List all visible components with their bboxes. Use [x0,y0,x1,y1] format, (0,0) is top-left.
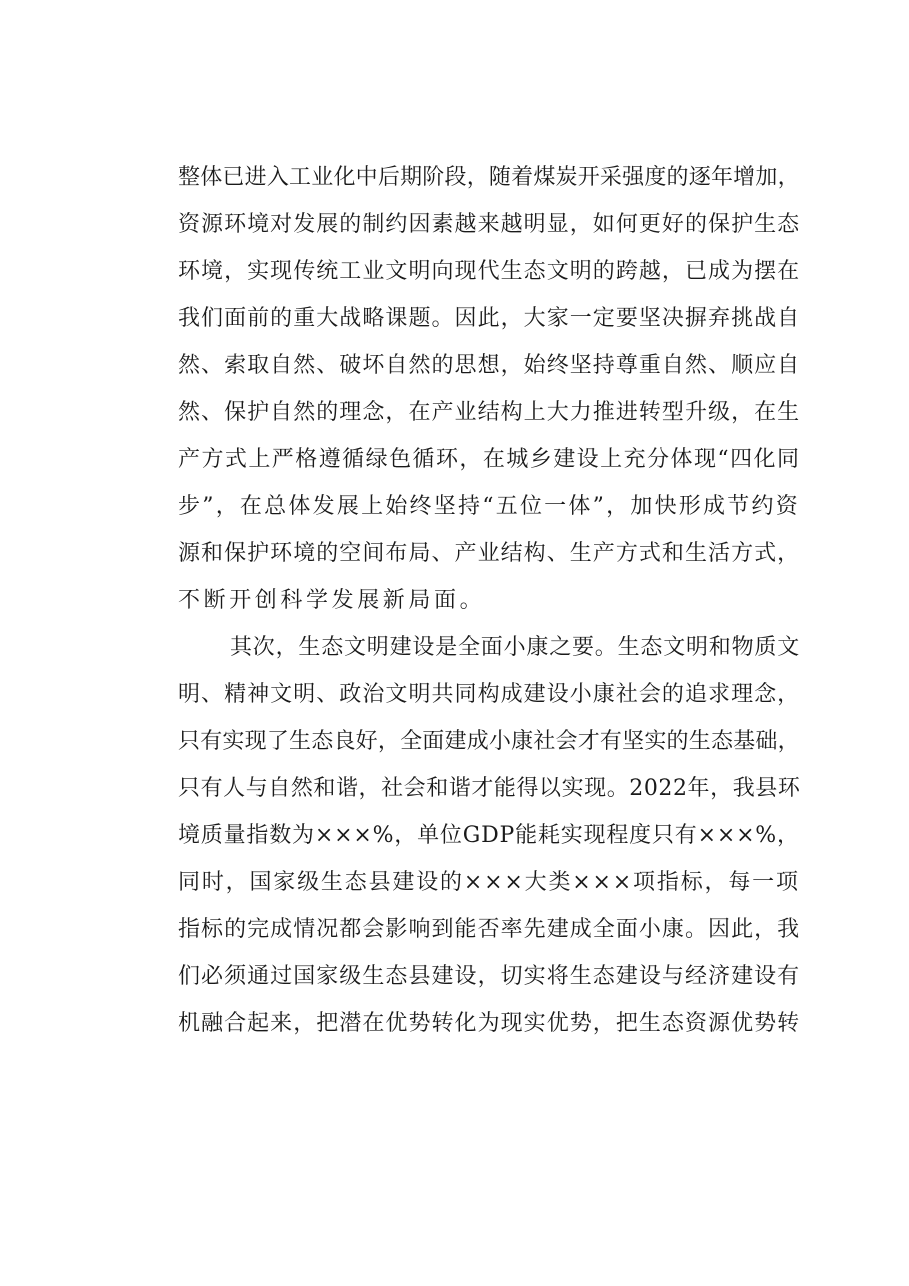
text-line-4: 我们面前的重大战略课题。因此，大家一定要坚决摒弃挑战自 [178,306,801,331]
text-line-15: 境质量指数为×××%，单位GDP能耗实现程度只有×××%， [178,823,800,848]
text-line-9: 源和保护环境的空间布局、产业结构、生产方式和生活方式， [178,541,801,566]
text-line-16: 同时，国家级生态县建设的×××大类×××项指标，每一项 [178,870,800,895]
text-line-1: 整体已进入工业化中后期阶段，随着煤炭开采强度的逐年增加， [178,165,800,190]
text-line-19: 机融合起来，把潜在优势转化为现实优势，把生态资源优势转 [178,1011,801,1036]
text-line-8: 步”，在总体发展上始终坚持“五位一体”，加快形成节约资 [178,494,800,519]
text-line-5: 然、索取自然、破坏自然的思想，始终坚持尊重自然、顺应自 [178,353,801,378]
text-line-10: 不断开创科学发展新局面。 [178,588,486,613]
text-line-7: 产方式上严格遵循绿色循环，在城乡建设上充分体现“四化同 [178,447,801,472]
text-line-3: 环境，实现传统工业文明向现代生态文明的跨越，已成为摆在 [178,259,801,284]
text-line-14: 只有人与自然和谐，社会和谐才能得以实现。2022年，我县环 [178,776,801,801]
text-line-18: 们必须通过国家级生态县建设，切实将生态建设与经济建设有 [178,964,801,989]
text-line-17: 指标的完成情况都会影响到能否率先建成全面小康。因此，我 [178,917,801,942]
paragraph-start-line: 其次，生态文明建设是全面小康之要。生态文明和物质文 [230,635,801,660]
text-line-2: 资源环境对发展的制约因素越来越明显，如何更好的保护生态 [178,212,801,237]
text-line-12: 明、精神文明、政治文明共同构成建设小康社会的追求理念， [178,682,801,707]
text-line-13: 只有实现了生态良好，全面建成小康社会才有坚实的生态基础， [178,729,800,754]
text-line-6: 然、保护自然的理念，在产业结构上大力推进转型升级，在生 [178,400,801,425]
